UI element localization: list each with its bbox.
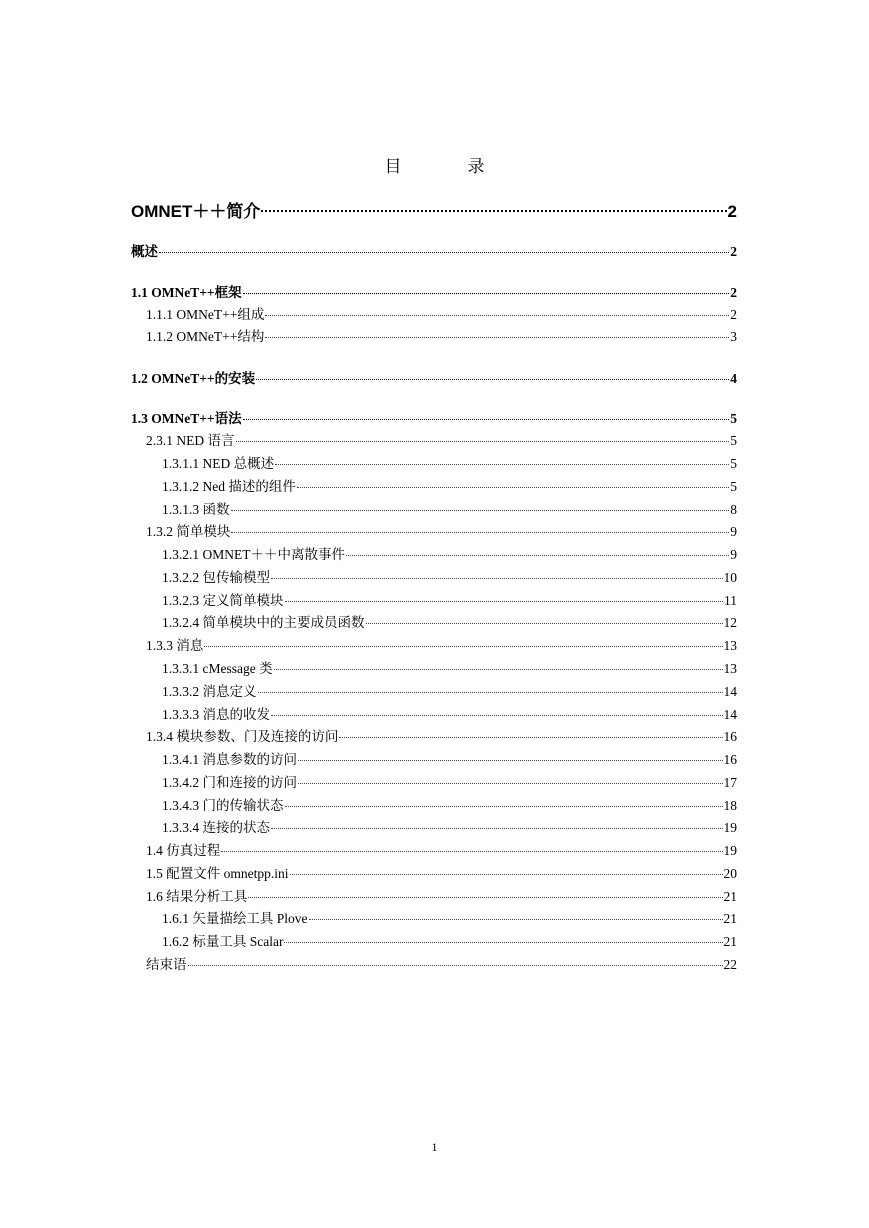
toc-leader-dots bbox=[243, 419, 730, 420]
toc-entry-page: 13 bbox=[723, 638, 737, 653]
toc-entry[interactable] bbox=[146, 638, 737, 654]
toc-entry-label: 1.6.1 矢量描绘工具 Plove bbox=[162, 911, 308, 926]
toc-leader-dots bbox=[339, 737, 722, 738]
toc-entry-page: 10 bbox=[723, 570, 737, 585]
toc-entry-page: 22 bbox=[723, 957, 737, 972]
toc-leader-dots bbox=[309, 919, 723, 920]
toc-entry[interactable] bbox=[146, 307, 737, 323]
toc-entry[interactable] bbox=[146, 889, 737, 905]
toc-leader-dots bbox=[298, 783, 723, 784]
toc-entry-page: 12 bbox=[723, 615, 737, 630]
toc-entry-page: 5 bbox=[730, 433, 737, 448]
toc-entry[interactable] bbox=[162, 547, 737, 563]
toc-entry-page: 9 bbox=[730, 524, 737, 539]
toc-entry[interactable] bbox=[131, 411, 737, 427]
toc-leader-dots bbox=[275, 464, 729, 465]
toc-entry-label: 1.5 配置文件 omnetpp.ini bbox=[146, 866, 289, 881]
toc-leader-dots bbox=[265, 315, 729, 316]
toc-leader-dots bbox=[248, 897, 722, 898]
toc-entry[interactable] bbox=[162, 456, 737, 472]
toc-entry[interactable] bbox=[131, 202, 737, 222]
toc-entry[interactable] bbox=[162, 479, 737, 495]
toc-entry-label: 1.4 仿真过程 bbox=[146, 843, 221, 858]
toc-leader-dots bbox=[256, 379, 729, 380]
toc-entry[interactable] bbox=[146, 329, 737, 345]
toc-title bbox=[0, 152, 869, 177]
toc-leader-dots bbox=[231, 510, 730, 511]
toc-entry-page: 3 bbox=[730, 329, 737, 344]
toc-entry[interactable] bbox=[162, 752, 737, 768]
toc-leader-dots bbox=[366, 623, 723, 624]
toc-entry-label: 1.3.4.2 门和连接的访问 bbox=[162, 775, 297, 790]
toc-entry[interactable] bbox=[131, 371, 737, 387]
toc-entry-page: 18 bbox=[723, 798, 737, 813]
page-number: 1 bbox=[431, 1140, 438, 1154]
toc-entry-label: 1.3.3.4 连接的状态 bbox=[162, 820, 270, 835]
toc-entry[interactable] bbox=[162, 593, 737, 609]
toc-entry-page: 19 bbox=[723, 843, 737, 858]
toc-leader-dots bbox=[204, 646, 722, 647]
toc-entry[interactable] bbox=[162, 615, 737, 631]
toc-entry[interactable] bbox=[146, 866, 737, 882]
toc-entry-label: 1.1 OMNeT++框架 bbox=[131, 285, 242, 300]
toc-leader-dots bbox=[159, 252, 729, 253]
toc-entry-label: 1.3.3.3 消息的收发 bbox=[162, 707, 270, 722]
toc-entry-label: 1.3.2 简单模块 bbox=[146, 524, 231, 539]
toc-entry[interactable] bbox=[146, 843, 737, 859]
toc-entry-label: 1.2 OMNeT++的安装 bbox=[131, 371, 256, 386]
toc-entry[interactable] bbox=[162, 661, 737, 677]
toc-entry-label: 1.3.2.2 包传输模型 bbox=[162, 570, 270, 585]
toc-entry-label: 1.3.2.3 定义简单模块 bbox=[162, 593, 284, 608]
toc-entry-label: 2.3.1 NED 语言 bbox=[146, 433, 235, 448]
toc-entry-page: 4 bbox=[730, 371, 737, 386]
toc-entry-page: 17 bbox=[723, 775, 737, 790]
toc-title-char-1: 目 bbox=[384, 157, 402, 176]
toc-entry[interactable] bbox=[162, 934, 737, 950]
toc-leader-dots bbox=[236, 441, 730, 442]
toc-entry-page: 21 bbox=[723, 889, 737, 904]
toc-leader-dots bbox=[258, 692, 723, 693]
toc-entry-label: 1.3.4.1 消息参数的访问 bbox=[162, 752, 297, 767]
toc-entry-page: 21 bbox=[723, 934, 737, 949]
toc-entry[interactable] bbox=[162, 502, 737, 518]
toc-entry[interactable] bbox=[131, 244, 737, 260]
toc-entry-label: 1.3.3 消息 bbox=[146, 638, 204, 653]
toc-entry-page: 5 bbox=[730, 456, 737, 471]
toc-leader-dots bbox=[261, 210, 726, 212]
toc-entry[interactable] bbox=[131, 285, 737, 301]
toc-entry-label: OMNET＋＋简介 bbox=[131, 202, 261, 221]
toc-entry-label: 1.1.2 OMNeT++结构 bbox=[146, 329, 265, 344]
toc-entry-page: 11 bbox=[724, 593, 737, 608]
toc-leader-dots bbox=[243, 293, 730, 294]
toc-entry[interactable] bbox=[162, 911, 737, 927]
toc-entry-page: 19 bbox=[723, 820, 737, 835]
toc-entry-page: 13 bbox=[723, 661, 737, 676]
toc-leader-dots bbox=[274, 669, 723, 670]
toc-entry-label: 1.3.3.1 cMessage 类 bbox=[162, 661, 273, 676]
toc-entry-page: 14 bbox=[723, 707, 737, 722]
toc-leader-dots bbox=[188, 965, 723, 966]
toc-leader-dots bbox=[284, 942, 722, 943]
toc-leader-dots bbox=[290, 874, 723, 875]
toc-title-char-2: 录 bbox=[467, 157, 485, 176]
toc-entry[interactable] bbox=[162, 570, 737, 586]
toc-entry[interactable] bbox=[146, 433, 737, 449]
toc-entry[interactable] bbox=[162, 820, 737, 836]
toc-entry-page: 16 bbox=[723, 729, 737, 744]
toc-leader-dots bbox=[285, 806, 723, 807]
toc-entry-page: 2 bbox=[730, 307, 737, 322]
toc-entry-label: 1.3.4.3 门的传输状态 bbox=[162, 798, 284, 813]
toc-entry-label: 1.3.2.4 简单模块中的主要成员函数 bbox=[162, 615, 365, 630]
toc-leader-dots bbox=[231, 532, 729, 533]
toc-entry[interactable] bbox=[162, 798, 737, 814]
toc-entry-page: 14 bbox=[723, 684, 737, 699]
toc-entry[interactable] bbox=[146, 957, 737, 973]
toc-leader-dots bbox=[297, 487, 729, 488]
toc-entry-page: 21 bbox=[723, 911, 737, 926]
toc-entry[interactable] bbox=[162, 775, 737, 791]
toc-entry-label: 1.3.2.1 OMNET＋＋中离散事件 bbox=[162, 547, 345, 562]
toc-entry-label: 1.6.2 标量工具 Scalar bbox=[162, 934, 284, 949]
toc-entry-label: 1.3.1.1 NED 总概述 bbox=[162, 456, 275, 471]
toc-entry-label: 1.3 OMNeT++语法 bbox=[131, 411, 242, 426]
toc-entry-page: 5 bbox=[730, 411, 737, 426]
toc-leader-dots bbox=[271, 715, 723, 716]
toc-entry[interactable] bbox=[162, 707, 737, 723]
toc-leader-dots bbox=[271, 578, 723, 579]
toc-entry[interactable] bbox=[162, 684, 737, 700]
toc-entry-page: 2 bbox=[730, 244, 737, 259]
toc-entry-page: 9 bbox=[730, 547, 737, 562]
toc-entry-page: 5 bbox=[730, 479, 737, 494]
toc-entry[interactable] bbox=[146, 729, 737, 745]
toc-entry-label: 1.3.1.2 Ned 描述的组件 bbox=[162, 479, 296, 494]
toc-leader-dots bbox=[265, 337, 729, 338]
toc-entry-label: 1.3.4 模块参数、门及连接的访问 bbox=[146, 729, 339, 744]
toc-entry-label: 1.6 结果分析工具 bbox=[146, 889, 248, 904]
toc-entry-label: 概述 bbox=[131, 244, 158, 259]
toc-entry-label: 1.1.1 OMNeT++组成 bbox=[146, 307, 265, 322]
toc-entry[interactable] bbox=[146, 524, 737, 540]
toc-entry-page: 2 bbox=[727, 202, 737, 221]
toc-entry-label: 1.3.3.2 消息定义 bbox=[162, 684, 257, 699]
toc-entry-page: 2 bbox=[730, 285, 737, 300]
toc-entry-label: 结束语 bbox=[146, 957, 187, 972]
toc-leader-dots bbox=[346, 555, 729, 556]
toc-leader-dots bbox=[271, 828, 723, 829]
toc-entry-label: 1.3.1.3 函数 bbox=[162, 502, 230, 517]
toc-leader-dots bbox=[221, 851, 722, 852]
toc-entry-page: 8 bbox=[730, 502, 737, 517]
toc-entry-page: 16 bbox=[723, 752, 737, 767]
toc-leader-dots bbox=[298, 760, 723, 761]
toc-entry-page: 20 bbox=[723, 866, 737, 881]
toc-leader-dots bbox=[285, 601, 724, 602]
